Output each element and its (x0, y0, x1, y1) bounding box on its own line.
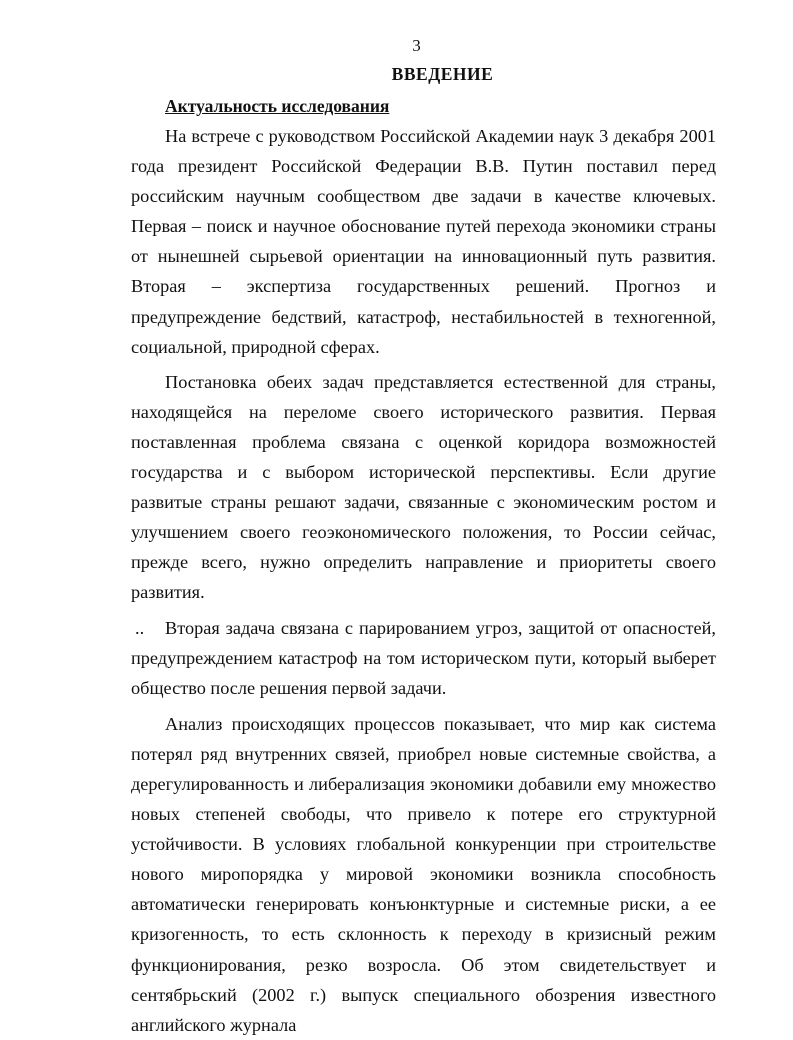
paragraph-1: На встрече с руководством Российской Академии наук 3 декабря 2001 года президент Российской Федерации В.В. Путин поставил перед российским научным сообществом две задачи в качестве ключевых. Первая – поиск и научное обоснование путей перехода экономики страны от нынешней сырьевой ориентации на инновационный путь развития. Вторая – экспертиза государственных решений. Прогноз и предупреждение бедствий, катастроф, нестабильностей в техногенной, социальной, природной сферах. (131, 126, 716, 357)
section-heading: ВВЕДЕНИЕ (391, 64, 494, 84)
subsection-heading: Актуальность исследования (165, 96, 390, 116)
page-number: 3 (412, 36, 421, 55)
body-text (131, 121, 716, 1040)
paragraph-3 (131, 613, 716, 703)
paragraph-2: Постановка обеих задач представляется естественной для страны, находящейся на переломе своего исторического развития. Первая поставленная проблема связана с оценкой коридора возможностей государства и с выбором исторической перспективы. Если другие развитые страны решают задачи, связанные с экономическим ростом и улучшением своего геоэкономического положения, то России сейчас, прежде всего, нужно определить направление и приоритеты своего развития. (131, 371, 716, 603)
paragraph-3-text: Вторая задача связана с парированием угроз, защитой от опасностей, предупреждением катастроф на том историческом пути, который выберет общество после решения первой задачи. (131, 617, 716, 698)
scan-mark: .. (135, 617, 145, 638)
paragraph-4: Анализ происходящих процессов показывает, что мир как система потерял ряд внутренних связей, приобрел новые системные свойства, а дерегулированность и либерализация экономики добавили ему множество новых степеней свободы, что привело к потере его структурной устойчивости. В условиях глобальной конкуренции при строительстве нового миропорядка у мировой экономики возникла способность автоматически генерировать конъюнктурные и системные риски, а ее кризогенность, то есть склонность к переходу в кризисный режим функционирования, резко возросла. Об этом свидетельствует и сентябрьский (2002 г.) выпуск специального обозрения известного английского журнала (131, 713, 716, 1035)
